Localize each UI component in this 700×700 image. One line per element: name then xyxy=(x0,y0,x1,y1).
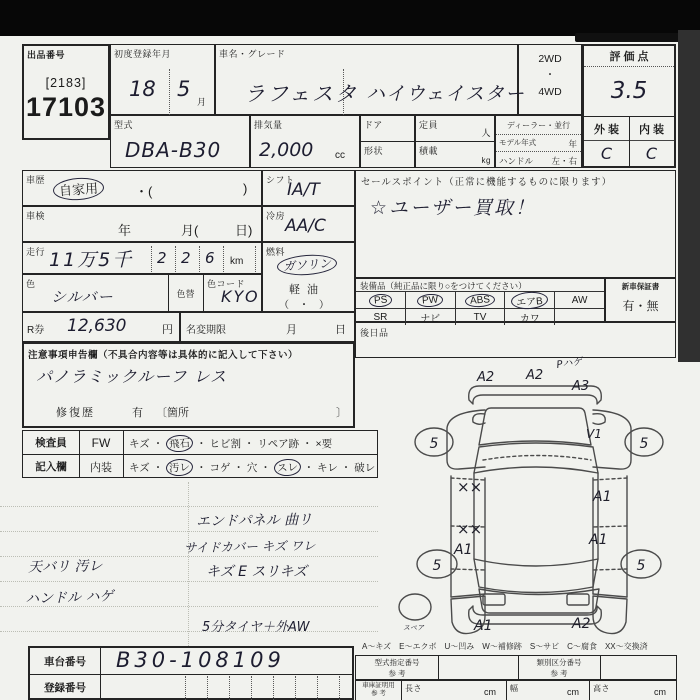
note-headliner: 天バリ 汚レ xyxy=(27,558,103,576)
color-code-value: KYO xyxy=(221,287,260,306)
registration-divider xyxy=(207,676,208,700)
equipment-tv: TV xyxy=(456,309,506,325)
exterior-grade: C xyxy=(584,140,630,166)
score-value xyxy=(584,66,674,116)
equipment-box xyxy=(355,278,605,325)
score-label-row xyxy=(584,46,674,67)
garage-row xyxy=(355,680,677,700)
interior-label: 内 装 xyxy=(629,117,674,141)
interior-items-mid: ・ コゲ ・ 穴 ・ xyxy=(196,462,271,474)
equipment-sr: SR xyxy=(356,309,406,325)
gr-vline xyxy=(589,681,590,700)
fw-label: FW xyxy=(91,435,111,450)
interior-item-circled-1: 汚レ xyxy=(166,458,194,477)
tire-depth-fr: 5 xyxy=(639,436,649,452)
chassis-table xyxy=(28,646,354,700)
cowl-dashed xyxy=(483,456,591,461)
drive-dot: ・ xyxy=(544,69,556,82)
drive-type-cell xyxy=(518,44,582,115)
mileage-label: 走行 xyxy=(26,247,46,257)
model-cell xyxy=(110,115,250,168)
registration-divider xyxy=(295,676,296,700)
note-line xyxy=(0,631,378,632)
inspector-table xyxy=(22,430,378,478)
entry-row-label: 記入欄 xyxy=(35,461,67,473)
load-unit: kg xyxy=(481,156,491,165)
first-registration-year: 18 xyxy=(129,77,156,101)
mileage-digit-2: 2 xyxy=(181,249,191,267)
scan-right-strip xyxy=(678,30,700,362)
score-grid xyxy=(584,116,674,167)
car-grade-value: ハイウェイスター xyxy=(366,83,526,105)
tire-depth-fl: 5 xyxy=(429,436,439,452)
capacity-label: 定員 xyxy=(419,120,439,130)
inspection-cell xyxy=(22,206,262,242)
mileage-divider xyxy=(223,246,224,272)
fuel-gasoline: ガソリン xyxy=(276,253,337,277)
r-ticket-unit: 円 xyxy=(162,324,173,336)
tail-light-right xyxy=(567,594,589,605)
interior-items-pre: キズ ・ xyxy=(129,462,164,474)
score-label: 評 価 点 xyxy=(609,51,649,63)
handle-value: 左・右 xyxy=(551,156,577,166)
interior-items-post: ・ キレ ・ 破レ xyxy=(303,462,376,474)
car-name-label: 車名・グレード xyxy=(219,49,286,59)
car-name-cell xyxy=(215,44,526,115)
notice-box xyxy=(22,342,355,428)
class-number-ref: 参 考 xyxy=(550,668,568,678)
auction-number: 17103 xyxy=(25,92,107,122)
equipment-abs: ABS xyxy=(456,292,506,308)
note-line xyxy=(0,531,378,532)
name-change-month: 月 xyxy=(286,324,297,336)
model-value: DBA-B30 xyxy=(125,138,222,162)
mark-front-right: A3 xyxy=(572,379,590,394)
handle-label: ハンドル xyxy=(499,156,534,166)
inspection-year: 年 xyxy=(118,223,132,238)
mileage-divider xyxy=(199,246,200,272)
color-code-divider xyxy=(203,275,204,311)
r-ticket-value: 12,630 xyxy=(67,316,127,336)
handle-row xyxy=(496,151,581,169)
color-value: シルバー xyxy=(51,288,114,306)
gr-vline xyxy=(506,681,507,700)
name-change-day: 日 xyxy=(335,324,346,336)
mileage-unit: km xyxy=(230,256,244,267)
tail-light-left xyxy=(483,594,505,605)
first-registration-month: 5 xyxy=(177,77,191,101)
month-divider xyxy=(169,69,170,115)
repair-history-label: 修復歴 xyxy=(56,407,95,419)
load-label: 積載 xyxy=(419,146,439,156)
chassis-vline xyxy=(100,648,101,698)
notice-text: パノラミックルーフ レス xyxy=(36,367,228,386)
month-unit: 月 xyxy=(197,97,207,107)
mileage-digit-3: 6 xyxy=(205,249,215,267)
displacement-label: 排気量 xyxy=(254,120,283,130)
first-registration-label: 初度登録年月 xyxy=(114,49,172,59)
fuel-diesel: 軽 油 xyxy=(289,284,321,296)
scan-top-bar-nub xyxy=(575,33,680,42)
score-number: 3.5 xyxy=(610,78,648,104)
mark-v1: V1 xyxy=(586,427,602,441)
garage-label xyxy=(356,682,401,699)
interior-grade: C xyxy=(645,143,658,163)
shift-value: IA/T xyxy=(287,180,320,200)
class-number-text: 類別区分番号 xyxy=(536,658,582,667)
warranty-box xyxy=(605,278,676,322)
r-ticket-label: R券 xyxy=(27,325,45,336)
tire-depth-rr: 5 xyxy=(636,558,646,574)
capacity-unit: 人 xyxy=(481,128,491,138)
model-year-row xyxy=(496,134,581,152)
drive-2wd: 2WD xyxy=(538,53,562,65)
mileage-divider xyxy=(255,246,256,272)
mark-right-mid: A1 xyxy=(593,489,612,505)
sales-point-label: セールスポイント（正常に機能するものに限ります） xyxy=(361,177,613,188)
note-end-panel: エンドパネル 曲リ xyxy=(195,511,313,531)
interior-items xyxy=(129,459,375,476)
cabin-sides xyxy=(474,473,598,559)
width-label: 幅 xyxy=(510,684,519,693)
length-unit: cm xyxy=(484,687,496,697)
auction-bracket-number: [2183] xyxy=(45,76,87,90)
color-code-label: 色コード xyxy=(207,279,246,289)
name-change-label: 名変期限 xyxy=(186,325,226,336)
load-cell xyxy=(415,141,495,168)
mileage-digit-1: 2 xyxy=(157,249,167,267)
model-year-label: モデル年式 xyxy=(499,138,537,147)
history-label: 車歴 xyxy=(26,175,46,185)
equipment-navi: ナビ xyxy=(406,309,456,325)
chassis-value: B30-108109 xyxy=(116,648,285,672)
spare-tire xyxy=(399,594,431,620)
r-ticket-cell xyxy=(22,312,180,342)
color-cell xyxy=(22,274,262,312)
note-tires: 5分タイヤ＋外AW xyxy=(202,620,310,635)
ac-label: 冷房 xyxy=(266,211,286,221)
inspection-day: 日) xyxy=(235,223,253,238)
shift-label: シフト xyxy=(266,175,295,185)
registration-divider xyxy=(251,676,252,700)
scan-top-bar xyxy=(0,0,700,36)
note-scratch: キズ E スリキズ xyxy=(206,564,308,580)
hood-shape xyxy=(479,408,591,445)
later-items-box xyxy=(355,322,676,358)
equipment-label: 装備品（純正品に限り○をつけてください） xyxy=(360,281,527,291)
repair-bracket-close: 〕 xyxy=(336,407,347,419)
fw-item-circled: 飛石 xyxy=(166,434,194,453)
tire-depth-rl: 5 xyxy=(432,558,442,574)
mileage-cell xyxy=(22,242,262,274)
door-cell xyxy=(360,115,415,142)
equipment-airbag: エアB xyxy=(505,292,555,308)
registration-divider xyxy=(317,676,318,700)
model-year-unit: 年 xyxy=(568,139,577,149)
notice-label: 注意事項申告欄（不具合内容等は具体的に記入して下さい） xyxy=(28,350,299,361)
repair-history-value: 有 xyxy=(132,407,143,419)
history-open: ・( xyxy=(135,184,153,199)
car-damage-diagram xyxy=(393,354,685,662)
mileage-man-value: 11万5千 xyxy=(49,249,134,271)
shift-cell xyxy=(262,170,355,206)
model-label: 型式 xyxy=(114,120,134,130)
door-label: ドア xyxy=(364,120,383,130)
equipment-ps: PS xyxy=(356,292,406,308)
repair-bracket-open: 〔箇所 xyxy=(156,407,189,419)
drive-type-text xyxy=(519,51,581,100)
interior-row-label: 内装 xyxy=(90,461,112,474)
name-change-cell xyxy=(180,312,355,342)
sales-point-box xyxy=(355,170,676,278)
score-box xyxy=(582,44,676,168)
registration-divider xyxy=(273,676,274,700)
registration-divider xyxy=(229,676,230,700)
mark-front-left-door: ×× xyxy=(457,478,483,496)
ac-value: AA/C xyxy=(285,216,326,236)
gr-vline xyxy=(401,681,402,700)
capacity-cell xyxy=(415,115,495,142)
inspector-row-label: 検査員 xyxy=(35,437,67,449)
displacement-unit: cc xyxy=(335,150,345,161)
type-number-ref: 参 考 xyxy=(388,668,406,678)
height-label: 高さ xyxy=(593,684,610,693)
dealer-column xyxy=(495,115,582,168)
color-label: 色 xyxy=(26,279,36,289)
warranty-label: 新車保証書 xyxy=(621,282,660,291)
auction-number-label: 出品番号 xyxy=(27,50,66,60)
note-line xyxy=(0,581,378,582)
inspection-month: 月( xyxy=(181,223,199,238)
later-items-label: 後日品 xyxy=(360,328,389,338)
ac-cell xyxy=(262,206,355,242)
interior-item-circled-2: スレ xyxy=(273,458,301,477)
drive-4wd: 4WD xyxy=(538,85,562,98)
warranty-value: 有・無 xyxy=(622,299,659,313)
mileage-divider xyxy=(175,246,176,272)
width-unit: cm xyxy=(567,687,579,697)
history-close: ) xyxy=(243,181,248,196)
shape-cell xyxy=(360,141,415,168)
mileage-divider xyxy=(151,246,152,272)
note-line xyxy=(0,506,378,507)
fw-items xyxy=(129,435,332,452)
equipment-kawa: カワ xyxy=(505,309,555,325)
sales-point-text: ☆ユーザー買取！ xyxy=(370,197,537,219)
note-vline xyxy=(188,482,189,648)
rear-window-shape xyxy=(474,559,598,593)
note-side-cover: サイドカバー キズ ワレ xyxy=(183,537,316,556)
note-steering: ハンドル ハゲ xyxy=(24,588,114,608)
damage-legend: A～キズ E～エクボ U～凹み W～補修跡 S～サビ C～腐食 XX～交換済 xyxy=(362,642,648,651)
exterior-label: 外 装 xyxy=(584,117,630,141)
spare-label: スペア xyxy=(403,624,424,632)
history-value: 自家用 xyxy=(52,176,104,202)
car-name-value: ラフェスタ xyxy=(244,82,358,106)
mark-rear-left-door2: A1 xyxy=(454,542,473,558)
fuel-label: 燃料 xyxy=(266,247,286,257)
mark-paint-note: Pハゲ xyxy=(555,356,584,371)
chassis-label: 車台番号 xyxy=(44,655,86,668)
history-cell xyxy=(22,170,262,206)
displacement-value: 2,000 xyxy=(259,139,314,161)
mark-rear-right: A2 xyxy=(572,616,591,632)
garage-ref: 参 考 xyxy=(371,690,386,698)
equipment-aw: AW xyxy=(571,294,588,306)
registration-divider xyxy=(339,676,340,700)
mark-rear-left: A1 xyxy=(474,618,493,634)
mark-right-low: A1 xyxy=(589,532,608,548)
fw-items-post: ・ ヒビ割 ・ リペア跡 ・ ×要 xyxy=(196,438,333,450)
first-registration-cell xyxy=(110,44,215,115)
type-number-text: 型式指定番号 xyxy=(374,658,420,667)
equipment-grid xyxy=(356,291,604,324)
fuel-cell xyxy=(262,242,355,312)
garage-text: 車庫証明用 xyxy=(362,682,395,689)
inspection-label: 車検 xyxy=(26,211,46,221)
mark-front-left: A2 xyxy=(477,370,495,385)
height-unit: cm xyxy=(654,687,666,697)
fw-items-pre: キズ ・ xyxy=(129,438,164,450)
registration-divider xyxy=(185,676,186,700)
color-change-label: 色替 xyxy=(176,288,195,299)
mark-rear-left-door: ×× xyxy=(457,520,483,538)
shape-label: 形状 xyxy=(364,146,384,156)
registration-label: 登録番号 xyxy=(44,681,86,694)
displacement-cell xyxy=(250,115,360,168)
fuel-other-paren: （ ・ ） xyxy=(279,300,329,311)
mark-front-center: A2 xyxy=(526,368,544,383)
equipment-pw: PW xyxy=(406,292,456,308)
dealer-row: ディーラー・並行 xyxy=(496,116,581,135)
length-label: 長さ xyxy=(405,684,422,693)
auction-number-box xyxy=(22,44,110,140)
